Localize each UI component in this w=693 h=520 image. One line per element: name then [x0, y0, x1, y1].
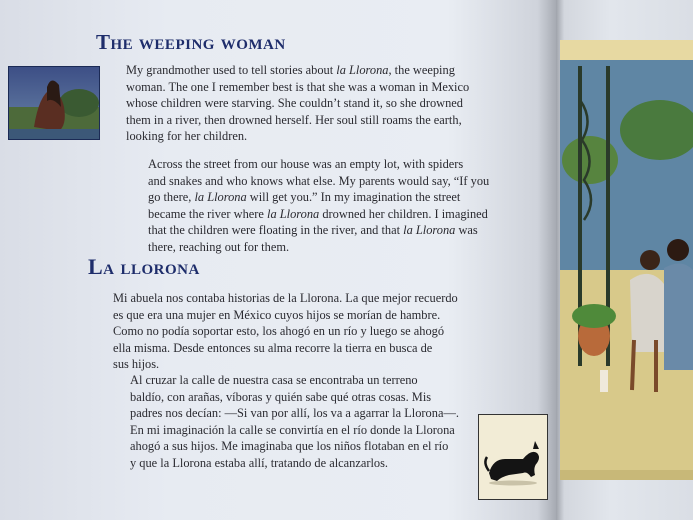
text-line: My grandmother used to tell stories about la Llorona, the weeping: [126, 63, 455, 77]
text-line: En mi imaginación la calle se convirtía en el río donde la Llorona: [130, 422, 455, 437]
english-paragraph-1: [126, 62, 486, 145]
text-line: that the children were floating in the river, and that la Llorona was: [148, 223, 478, 238]
english-title: The weeping woman: [96, 30, 286, 54]
black-dog-illustration: [478, 414, 548, 500]
text-line: padres nos decían: —Si van por allí, los va a agarrar la Llorona—.: [130, 406, 459, 421]
text-line: woman. The one I remember best is that she was a woman in Mexico: [126, 79, 470, 94]
spanish-title: La llorona: [88, 254, 200, 279]
text-line: es que era una mujer en México cuyos hijos se morían de hambre.: [113, 307, 441, 322]
spanish-paragraph-1: [113, 290, 469, 373]
text-line: Across the street from our house was an empty lot, with spiders: [148, 157, 464, 171]
text-line: Mi abuela nos contaba historias de la Llorona. La que mejor recuerdo: [113, 291, 458, 305]
text-line: looking for her children.: [126, 129, 248, 144]
english-paragraph-2: [126, 156, 490, 256]
text-line: baldío, con arañas, víboras y quién sabe qué otras cosas. Mis: [130, 389, 432, 404]
family-porch-illustration: [560, 40, 693, 480]
spanish-paragraph-2: [110, 372, 472, 472]
text-line: and snakes and who knows what else. My parents would say, “If you: [148, 173, 490, 188]
text-line: ahogó a sus hijos. Me imaginaba que los niños flotaban en el río: [130, 439, 449, 454]
text-line: sus hijos.: [113, 357, 160, 372]
text-line: ella misma. Desde entonces su alma recorre la tierra en busca de: [113, 340, 433, 355]
text-line: Al cruzar la calle de nuestra casa se encontraba un terreno: [130, 373, 418, 387]
text-line: Como no podía soportar esto, los ahogó en un río y luego se ahogó: [113, 324, 445, 339]
text-line: y que la Llorona estaba allí, tratando de alcanzarlos.: [130, 455, 389, 470]
text-line: them in a river, then drowned herself. Her soul still roams the earth,: [126, 112, 462, 127]
text-line: became the river where la Llorona drowned her children. I imagined: [148, 206, 488, 221]
text-line: whose children were starving. She couldn’t stand it, so she drowned: [126, 96, 464, 111]
text-line: go there, la Llorona will get you.” In my imagination the street: [148, 190, 461, 205]
weeping-woman-illustration: [8, 66, 100, 140]
text-line: there, reaching out for them.: [148, 239, 290, 254]
